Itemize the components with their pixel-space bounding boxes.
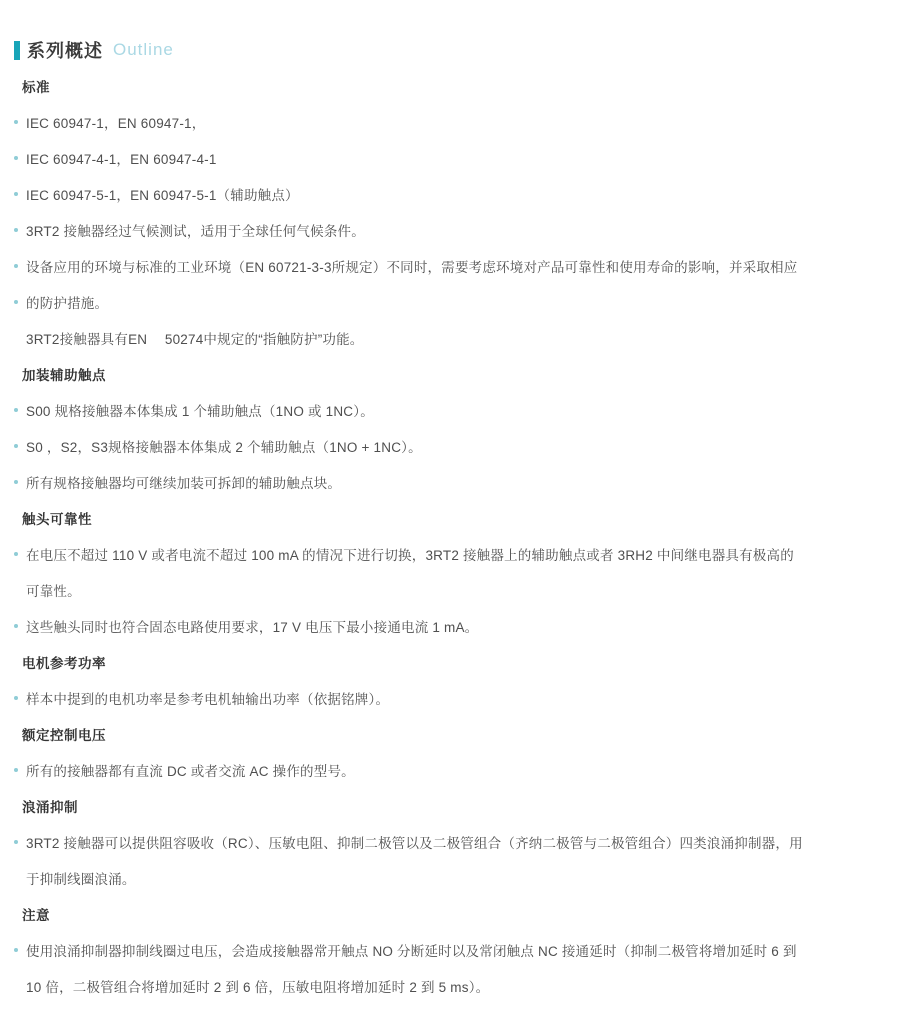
section-heading-label: 额定控制电压 [22,728,106,743]
title-accent-bar-icon [14,41,20,60]
section-heading [0,68,900,104]
list-item [0,608,900,644]
list-item-text: 3RT2接触器具有EN 50274中规定的“指触防护”功能。 [26,332,364,347]
list-item [0,392,900,428]
section-heading-label: 标准 [22,80,50,95]
bullet-icon [14,192,18,196]
list-item [0,176,900,212]
list-item [0,464,900,500]
list-item [0,860,900,896]
list-item-text: S0 ，S2，S3规格接触器本体集成 2 个辅助触点（1NO + 1NC）。 [26,440,422,455]
bullet-icon [14,156,18,160]
section-heading [0,644,900,680]
bullet-icon [14,300,18,304]
list-item-text: 所有的接触器都有直流 DC 或者交流 AC 操作的型号。 [26,764,355,779]
list-item [0,752,900,788]
page-title-zh: 系列概述 [27,41,103,61]
list-item [0,932,900,968]
page-title-en: Outline [113,40,174,59]
list-item-text: IEC 60947-4-1，EN 60947-4-1 [26,152,217,167]
list-item [0,824,900,860]
section [0,68,900,356]
section-title [14,38,174,62]
list-item [0,104,900,140]
section-heading [0,500,900,536]
bullet-icon [14,948,18,952]
list-item-text: 10 倍，二极管组合将增加延时 2 到 6 倍，压敏电阻将增加延时 2 到 5 ms）。 [26,980,490,995]
list-item-text: 使用浪涌抑制器抑制线圈过电压，会造成接触器常开触点 NO 分断延时以及常闭触点 NC 接通延时（抑制二极管将增加延时 6 到 [26,944,797,959]
list-item [0,140,900,176]
bullet-icon [14,408,18,412]
bullet-icon [14,264,18,268]
list-item-text: 样本中提到的电机功率是参考电机轴输出功率（依据铭牌）。 [26,692,390,707]
list-item-text: 这些触头同时也符合固态电路使用要求，17 V 电压下最小接通电流 1 mA。 [26,620,479,635]
section [0,500,900,644]
section-heading-label: 电机参考功率 [22,656,106,671]
bullet-icon [14,444,18,448]
list-item-text: 3RT2 接触器经过气候测试，适用于全球任何气候条件。 [26,224,365,239]
document-content [0,68,900,1004]
list-item [0,680,900,716]
list-item [0,968,900,1004]
list-item [0,572,900,608]
bullet-icon [14,228,18,232]
list-item-text: 在电压不超过 110 V 或者电流不超过 100 mA 的情况下进行切换，3RT2 接触器上的辅助触点或者 3RH2 中间继电器具有极高的 [26,548,794,563]
section [0,788,900,896]
list-item-text: 的防护措施。 [26,296,109,311]
section [0,644,900,716]
list-item [0,536,900,572]
bullet-icon [14,120,18,124]
section [0,896,900,1004]
list-item-text: S00 规格接触器本体集成 1 个辅助触点（1NO 或 1NC）。 [26,404,374,419]
section [0,716,900,788]
list-item-text: 设备应用的环境与标准的工业环境（EN 60721-3-3所规定）不同时，需要考虑环境对产品可靠性和使用寿命的影响，并采取相应 [26,260,798,275]
bullet-icon [14,840,18,844]
section-heading-label: 浪涌抑制 [22,800,78,815]
list-item [0,428,900,464]
bullet-icon [14,768,18,772]
bullet-icon [14,624,18,628]
list-item-text: 所有规格接触器均可继续加装可拆卸的辅助触点块。 [26,476,342,491]
section-heading [0,896,900,932]
section-heading-label: 注意 [22,908,50,923]
list-item [0,284,900,320]
list-item-text: 3RT2 接触器可以提供阻容吸收（RC）、压敏电阻、抑制二极管以及二极管组合（齐纳二极管与二极管组合）四类浪涌抑制器，用 [26,836,803,851]
bullet-icon [14,552,18,556]
section-heading [0,716,900,752]
section-heading [0,356,900,392]
list-item-text: IEC 60947-1，EN 60947-1， [26,116,206,131]
list-item [0,212,900,248]
list-item [0,248,900,284]
section-heading-label: 加装辅助触点 [22,368,106,383]
list-item-text: IEC 60947-5-1，EN 60947-5-1（辅助触点） [26,188,299,203]
bullet-icon [14,696,18,700]
list-item-text: 于抑制线圈浪涌。 [26,872,136,887]
section [0,356,900,500]
list-item [0,320,900,356]
section-heading-label: 触头可靠性 [22,512,92,527]
list-item-text: 可靠性。 [26,584,81,599]
section-heading [0,788,900,824]
bullet-icon [14,480,18,484]
